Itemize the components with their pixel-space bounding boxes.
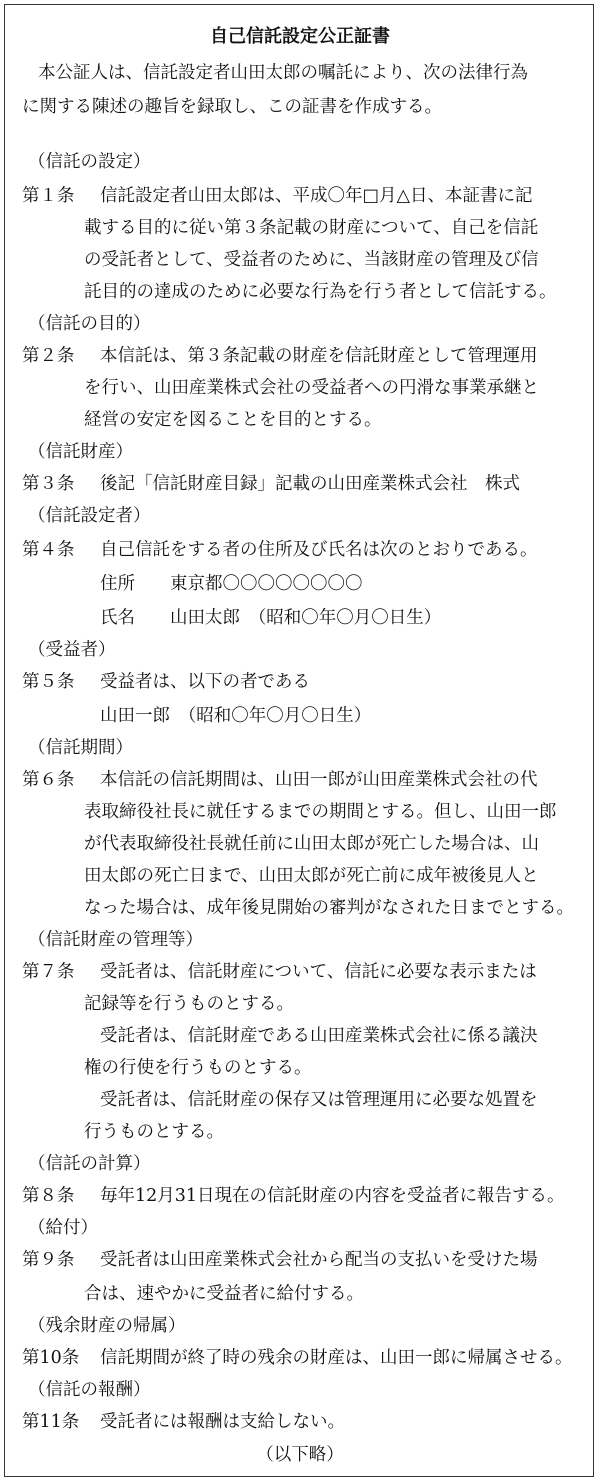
article-6-line-5: なった場合は、成年後見開始の審判がなされた日までとする。 <box>84 898 574 918</box>
article-7-heading: （信託財産の管理等） <box>28 930 203 950</box>
article-4-number: 第４条 <box>22 540 75 560</box>
article-11-heading: （信託の報酬） <box>28 1380 151 1400</box>
article-9-heading: （給付） <box>28 1218 98 1238</box>
address-label: 住所 <box>100 574 135 594</box>
article-8-number: 第８条 <box>22 1186 75 1206</box>
article-6-line-3: が代表取締役社長就任前に山田太郎が死亡した場合は、山 <box>84 834 539 854</box>
article-5-number: 第５条 <box>22 672 75 692</box>
article-1-line-4: 託目的の達成のために必要な行為を行う者として信託する。 <box>84 282 557 302</box>
article-5-beneficiary: 山田一郎 （昭和〇年〇月〇日生） <box>100 706 372 726</box>
name-value: 山田太郎 （昭和〇年〇月〇日生） <box>170 608 442 628</box>
article-11-number: 第11条 <box>22 1412 80 1432</box>
article-4-text-1: 自己信託をする者の住所及び氏名は次のとおりである。 <box>100 540 538 560</box>
article-2-number: 第２条 <box>22 346 75 366</box>
article-10-heading: （残余財産の帰属） <box>28 1316 186 1336</box>
article-10-number: 第10条 <box>22 1348 80 1368</box>
article-7-para-2-line-1: 受託者は、信託財産である山田産業株式会社に係る議決 <box>100 1026 538 1046</box>
article-3-heading: （信託財産） <box>28 442 133 462</box>
article-6-text-1: 本信託の信託期間は、山田一郎が山田産業株式会社の代 <box>100 770 538 790</box>
article-1-line-3: の受託者として、受益者のために、当該財産の管理及び信 <box>84 250 539 270</box>
article-1-line-2: 載する目的に従い第３条記載の財産について、自己を信託 <box>84 218 539 238</box>
article-2-heading: （信託の目的） <box>28 314 151 334</box>
article-6-line-2: 表取締役社長に就任するまでの期間とする。但し、山田一郎 <box>84 802 557 822</box>
article-2-line-2: を行い、山田産業株式会社の受益者への円滑な事業承継と <box>84 378 539 398</box>
article-9-text-1: 受託者は山田産業株式会社から配当の支払いを受けた場 <box>100 1250 538 1270</box>
article-5-text-1: 受益者は、以下の者である <box>100 672 310 692</box>
article-7-para-3-line-2: 行うものとする。 <box>84 1122 224 1142</box>
article-9-line-1 <box>0 1242 600 1279</box>
article-6-line-4: 田太郎の死亡日まで、山田太郎が死亡前に成年被後見人と <box>84 866 539 886</box>
article-2-line-3: 経営の安定を図ることを目的とする。 <box>84 410 382 430</box>
article-10-text-1: 信託期間が終了時の残余の財産は、山田一郎に帰属させる。 <box>100 1348 573 1368</box>
article-1-heading: （信託の設定） <box>28 152 151 172</box>
article-11-line-1 <box>0 1404 600 1441</box>
article-9-line-2: 合は、速やかに受益者に給付する。 <box>84 1284 364 1304</box>
article-7-text-1: 受託者は、信託財産について、信託に必要な表示または <box>100 962 537 982</box>
article-4-line-1 <box>0 532 600 569</box>
article-4-heading: （信託設定者） <box>28 506 151 526</box>
article-7-number: 第７条 <box>22 962 75 982</box>
document-title: 自己信託設定公正証書 <box>210 26 390 47</box>
article-7-para-2-line-2: 権の行使を行うものとする。 <box>84 1058 312 1078</box>
article-2-text-1: 本信託は、第３条記載の財産を信託財産として管理運用 <box>100 346 538 366</box>
article-11-text-1: 受託者には報酬は支給しない。 <box>100 1412 345 1432</box>
article-5-heading: （受益者） <box>28 640 116 660</box>
intro-line-2: に関する陳述の趣旨を録取し、この証書を作成する。 <box>22 97 442 117</box>
address-value: 東京都〇〇〇〇〇〇〇〇 <box>170 574 363 594</box>
article-4-address-row <box>0 566 600 603</box>
article-7-line-2: 記録等を行うものとする。 <box>84 994 294 1014</box>
article-3-text-1: 後記「信託財産目録」記載の山田産業株式会社 株式 <box>100 474 520 494</box>
article-1-number: 第１条 <box>22 186 75 206</box>
article-6-number: 第６条 <box>22 770 75 790</box>
article-3-number: 第３条 <box>22 474 75 494</box>
article-8-heading: （信託の計算） <box>28 1154 151 1174</box>
article-8-text-1: 毎年12月31日現在の信託財産の内容を受益者に報告する。 <box>100 1186 565 1206</box>
article-6-heading: （信託期間） <box>28 738 133 758</box>
intro-line-1: 本公証人は、信託設定者山田太郎の嘱託により、次の法律行為 <box>38 63 528 83</box>
article-5-line-1 <box>0 664 600 701</box>
article-1-text-1: 信託設定者山田太郎は、平成〇年□月△日、本証書に記 <box>100 186 533 206</box>
article-7-para-3-line-1: 受託者は、信託財産の保存又は管理運用に必要な処置を <box>100 1090 538 1110</box>
name-label: 氏名 <box>100 608 135 628</box>
closing-note: （以下略） <box>256 1445 344 1465</box>
article-9-number: 第９条 <box>22 1250 75 1270</box>
